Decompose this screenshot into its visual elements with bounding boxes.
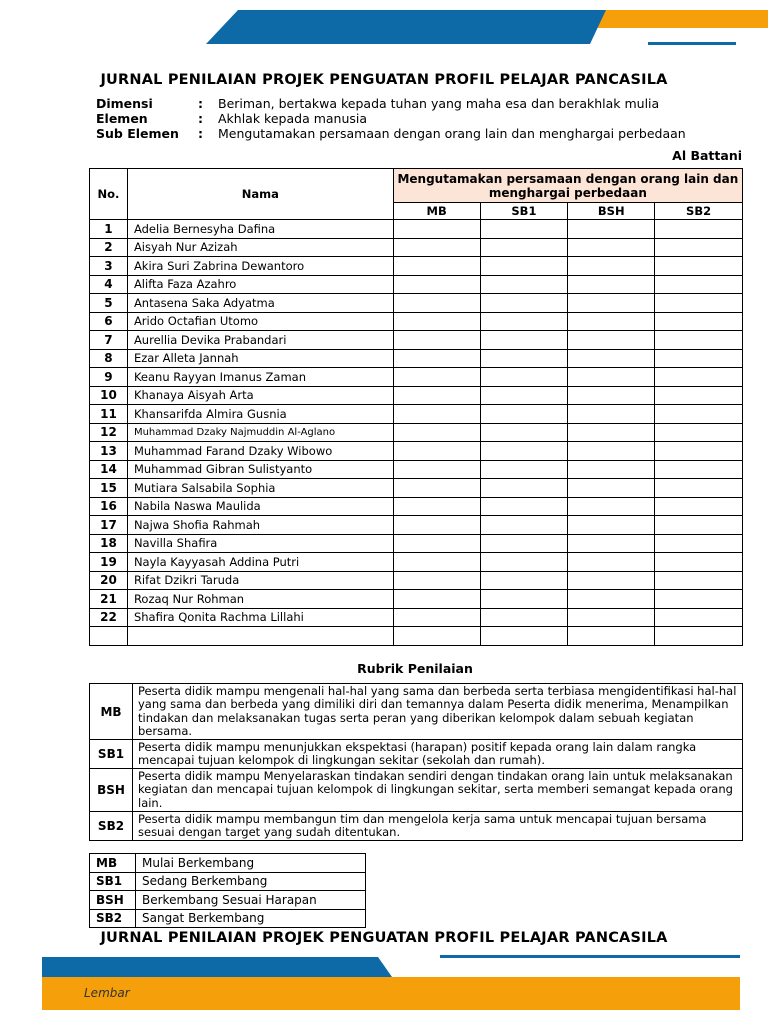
table-row [90,571,743,590]
header-blue-band [206,10,606,44]
row-number: 20 [90,571,128,590]
score-cell-mb[interactable] [393,275,480,294]
rubrik-code: MB [90,684,133,740]
meta-colon: : [198,111,203,126]
rubrik-code: SB2 [90,812,133,841]
score-cell-sb1[interactable] [480,442,568,461]
score-cell-sb2[interactable] [655,608,743,627]
row-number: 17 [90,516,128,535]
score-cell-bsh[interactable] [568,442,655,461]
row-number: 16 [90,497,128,516]
score-cell-sb1[interactable] [480,312,568,331]
score-cell-sb2[interactable] [655,405,743,424]
student-rows [90,220,743,646]
row-number: 15 [90,479,128,498]
table-row [90,331,743,350]
score-cell-mb[interactable] [393,238,480,257]
score-cell-sb2[interactable] [655,627,743,646]
score-cell-sb2[interactable] [655,571,743,590]
score-cell-mb[interactable] [393,627,480,646]
score-cell-mb[interactable] [393,608,480,627]
student-name: Shafira Qonita Rachma Lillahi [127,608,393,627]
score-cell-sb1[interactable] [480,608,568,627]
score-cell-sb2[interactable] [655,442,743,461]
score-cell-bsh[interactable] [568,349,655,368]
score-cell-sb2[interactable] [655,349,743,368]
column-header-no: No. [90,169,128,220]
score-cell-sb2[interactable] [655,238,743,257]
legend-label: Berkembang Sesuai Harapan [136,891,366,910]
row-number: 13 [90,442,128,461]
row-number: 11 [90,405,128,424]
score-cell-bsh[interactable] [568,386,655,405]
student-name: Ezar Alleta Jannah [127,349,393,368]
row-number: 2 [90,238,128,257]
legend-code: BSH [90,891,136,910]
table-row [90,386,743,405]
table-row [90,423,743,442]
score-cell-sb2[interactable] [655,497,743,516]
rubrik-row [90,684,743,740]
score-cell-sb1[interactable] [480,590,568,609]
score-cell-sb1[interactable] [480,275,568,294]
row-number: 1 [90,220,128,239]
row-number: 22 [90,608,128,627]
score-cell-sb2[interactable] [655,275,743,294]
score-cell-bsh[interactable] [568,423,655,442]
row-number: 7 [90,331,128,350]
table-row [90,368,743,387]
score-cell-sb2[interactable] [655,460,743,479]
score-cell-sb1[interactable] [480,534,568,553]
score-cell-mb[interactable] [393,312,480,331]
legend-label: Sedang Berkembang [136,872,366,891]
student-name: Alifta Faza Azahro [127,275,393,294]
table-row [90,405,743,424]
score-cell-bsh[interactable] [568,238,655,257]
class-name: Al Battani [672,148,742,163]
row-number: 9 [90,368,128,387]
meta-row-elemen [96,111,686,126]
student-name: Akira Suri Zabrina Dewantoro [127,257,393,276]
student-name: Rozaq Nur Rohman [127,590,393,609]
score-cell-sb2[interactable] [655,220,743,239]
meta-block [96,96,686,141]
score-cell-bsh[interactable] [568,405,655,424]
score-cell-sb2[interactable] [655,294,743,313]
legend-code: MB [90,854,136,873]
column-header-assessment: Mengutamakan persamaan dengan orang lain dan menghargai perbedaan [393,169,742,203]
student-name: Rifat Dzikri Taruda [127,571,393,590]
score-cell-mb[interactable] [393,294,480,313]
score-cell-sb1[interactable] [480,627,568,646]
table-row [90,479,743,498]
footer-blue-band [42,957,392,977]
student-name: Muhammad Farand Dzaky Wibowo [127,442,393,461]
score-cell-sb1[interactable] [480,516,568,535]
row-number: 6 [90,312,128,331]
table-row [90,497,743,516]
score-cell-mb[interactable] [393,534,480,553]
rubrik-title: Rubrik Penilaian [357,661,473,676]
row-number: 19 [90,553,128,572]
meta-value: Mengutamakan persamaan dengan orang lain dan menghargai perbedaan [218,126,686,141]
score-cell-sb2[interactable] [655,534,743,553]
student-name: Khansarifda Almira Gusnia [127,405,393,424]
table-row [90,627,743,646]
score-cell-mb[interactable] [393,405,480,424]
meta-value: Beriman, bertakwa kepada tuhan yang maha esa dan berakhlak mulia [218,96,660,111]
table-row [90,534,743,553]
rubrik-table [89,683,743,841]
legend-code: SB2 [90,909,136,928]
student-name: Keanu Rayyan Imanus Zaman [127,368,393,387]
row-number: 3 [90,257,128,276]
row-number: 5 [90,294,128,313]
score-cell-sb1[interactable] [480,368,568,387]
score-cell-sb1[interactable] [480,460,568,479]
legend-row [90,854,366,873]
score-cell-bsh[interactable] [568,516,655,535]
score-cell-bsh[interactable] [568,460,655,479]
rubrik-description: Peserta didik mampu menunjukkan ekspektasi (harapan) positif kepada orang lain dalam rangka mencapai tujuan kelompok di lingkungan sekitar (sekolah dan rumah). [133,740,743,769]
legend-label: Mulai Berkembang [136,854,366,873]
score-cell-bsh[interactable] [568,627,655,646]
student-name: Aisyah Nur Azizah [127,238,393,257]
footer-orange-band [42,977,740,1010]
score-cell-mb[interactable] [393,479,480,498]
score-cell-bsh[interactable] [568,497,655,516]
student-name: Muhammad Dzaky Najmuddin Al-Aglano [127,423,393,442]
score-cell-sb1[interactable] [480,220,568,239]
footer-text: Lembar [84,986,130,1000]
score-cell-mb[interactable] [393,220,480,239]
column-header-level: MB [393,203,480,220]
footer-blue-line [440,955,740,958]
table-row [90,275,743,294]
score-cell-sb1[interactable] [480,553,568,572]
rubrik-row [90,740,743,769]
column-header-level: SB1 [480,203,568,220]
score-cell-bsh[interactable] [568,571,655,590]
rubrik-code: BSH [90,769,133,812]
column-header-level: BSH [568,203,655,220]
rubrik-description: Peserta didik mampu mengenali hal-hal yang sama dan berbeda serta terbiasa mengidentifikasi hal-hal yang sama dan berbeda yang dimiliki diri dan temannya dalam Peserta didik menerima, Menampilkan tindakan dan melaksanakan tugas serta peran yang diberikan kelompok dalam sebuah kegiatan bersama. [133,684,743,740]
table-row [90,442,743,461]
student-name: Antasena Saka Adyatma [127,294,393,313]
meta-colon: : [198,96,203,111]
student-name: Nayla Kayyasah Addina Putri [127,553,393,572]
row-number: 12 [90,423,128,442]
meta-key: Sub Elemen [96,126,179,141]
score-cell-sb1[interactable] [480,238,568,257]
table-row [90,257,743,276]
meta-row-dimensi [96,96,686,111]
table-row [90,349,743,368]
meta-key: Dimensi [96,96,153,111]
score-cell-sb1[interactable] [480,349,568,368]
student-name: Nabila Naswa Maulida [127,497,393,516]
table-row [90,516,743,535]
score-cell-mb[interactable] [393,368,480,387]
legend-label: Sangat Berkembang [136,909,366,928]
table-row [90,220,743,239]
score-cell-sb1[interactable] [480,479,568,498]
row-number [90,627,128,646]
score-cell-sb2[interactable] [655,386,743,405]
score-cell-mb[interactable] [393,516,480,535]
score-cell-sb1[interactable] [480,423,568,442]
score-cell-bsh[interactable] [568,220,655,239]
legend-code: SB1 [90,872,136,891]
student-name: Arido Octafian Utomo [127,312,393,331]
student-name: Adelia Bernesyha Dafina [127,220,393,239]
score-cell-sb2[interactable] [655,368,743,387]
score-cell-sb1[interactable] [480,405,568,424]
row-number: 10 [90,386,128,405]
row-number: 21 [90,590,128,609]
score-cell-sb1[interactable] [480,257,568,276]
student-name: Najwa Shofia Rahmah [127,516,393,535]
score-cell-bsh[interactable] [568,553,655,572]
score-cell-bsh[interactable] [568,312,655,331]
score-cell-bsh[interactable] [568,368,655,387]
score-cell-bsh[interactable] [568,590,655,609]
table-row [90,608,743,627]
score-cell-mb[interactable] [393,257,480,276]
score-cell-mb[interactable] [393,553,480,572]
score-cell-bsh[interactable] [568,257,655,276]
table-row [90,590,743,609]
score-cell-mb[interactable] [393,423,480,442]
meta-row-sub-elemen [96,126,686,141]
score-cell-mb[interactable] [393,442,480,461]
rubrik-description: Peserta didik mampu membangun tim dan mengelola kerja sama untuk mencapai tujuan bersama sesuai dengan target yang sudah ditentukan. [133,812,743,841]
table-row [90,460,743,479]
score-cell-mb[interactable] [393,331,480,350]
score-cell-sb2[interactable] [655,312,743,331]
page-title: JURNAL PENILAIAN PROJEK PENGUATAN PROFIL PELAJAR PANCASILA [100,72,668,88]
table-row [90,238,743,257]
legend-row [90,891,366,910]
legend-row [90,872,366,891]
score-cell-sb1[interactable] [480,331,568,350]
score-cell-mb[interactable] [393,590,480,609]
bottom-title: JURNAL PENILAIAN PROJEK PENGUATAN PROFIL PELAJAR PANCASILA [100,930,668,946]
score-cell-mb[interactable] [393,349,480,368]
legend-table [89,853,366,928]
table-row [90,312,743,331]
score-cell-bsh[interactable] [568,479,655,498]
score-cell-sb2[interactable] [655,479,743,498]
student-name: Muhammad Gibran Sulistyanto [127,460,393,479]
score-cell-mb[interactable] [393,571,480,590]
score-cell-sb2[interactable] [655,257,743,276]
score-cell-sb2[interactable] [655,553,743,572]
score-cell-bsh[interactable] [568,534,655,553]
row-number: 18 [90,534,128,553]
score-cell-bsh[interactable] [568,275,655,294]
student-name: Navilla Shafira [127,534,393,553]
score-cell-mb[interactable] [393,460,480,479]
legend-row [90,909,366,928]
score-cell-sb2[interactable] [655,590,743,609]
student-name [127,627,393,646]
student-name: Aurellia Devika Prabandari [127,331,393,350]
row-number: 14 [90,460,128,479]
rubrik-description: Peserta didik mampu Menyelaraskan tindakan sendiri dengan tindakan orang lain untuk melaksanakan kegiatan dan mencapai tujuan kelompok di lingkungan sekitar, serta memberi semangat kepada orang lain. [133,769,743,812]
table-row [90,294,743,313]
score-cell-bsh[interactable] [568,608,655,627]
header-blue-line [648,42,736,45]
table-row [90,553,743,572]
assessment-table [89,168,743,646]
score-cell-bsh[interactable] [568,331,655,350]
student-name: Mutiara Salsabila Sophia [127,479,393,498]
rubrik-row [90,769,743,812]
row-number: 8 [90,349,128,368]
score-cell-sb2[interactable] [655,331,743,350]
score-cell-sb1[interactable] [480,294,568,313]
score-cell-sb1[interactable] [480,386,568,405]
column-header-level: SB2 [655,203,743,220]
meta-key: Elemen [96,111,148,126]
row-number: 4 [90,275,128,294]
meta-value: Akhlak kepada manusia [218,111,368,126]
score-cell-mb[interactable] [393,386,480,405]
score-cell-sb1[interactable] [480,571,568,590]
column-header-name: Nama [127,169,393,220]
rubrik-code: SB1 [90,740,133,769]
score-cell-sb2[interactable] [655,516,743,535]
score-cell-mb[interactable] [393,497,480,516]
meta-colon: : [198,126,203,141]
score-cell-sb2[interactable] [655,423,743,442]
score-cell-sb1[interactable] [480,497,568,516]
rubrik-row [90,812,743,841]
student-name: Khanaya Aisyah Arta [127,386,393,405]
score-cell-bsh[interactable] [568,294,655,313]
